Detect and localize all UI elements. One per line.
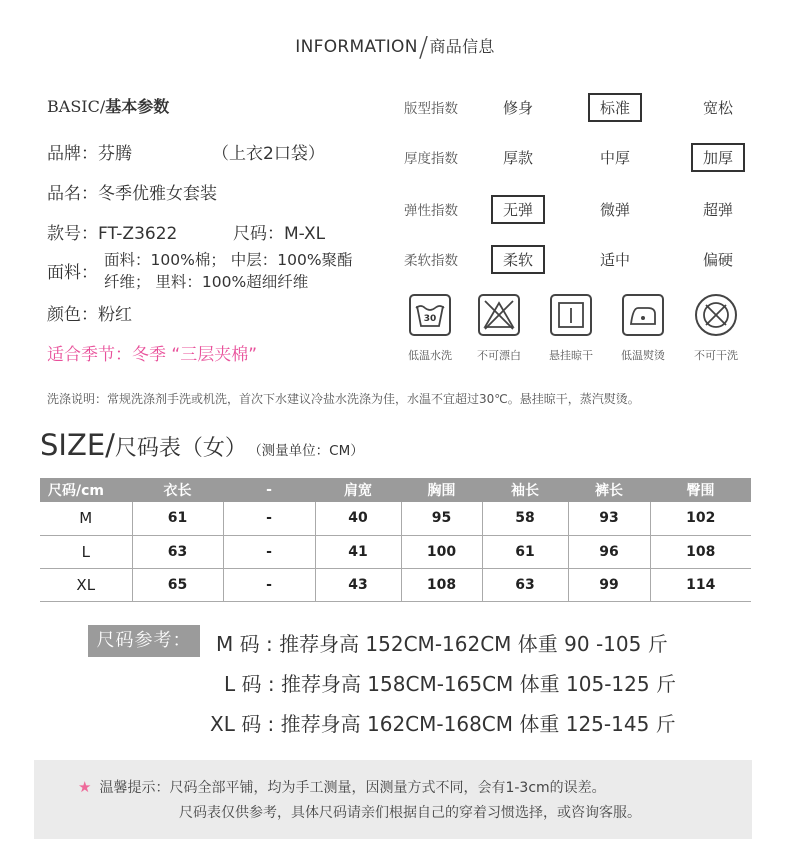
tips-line-1-text: 温馨提示：尺码全部平铺，均为手工测量，因测量方式不同，会有1-3cm的误差。 <box>99 780 606 796</box>
care-label: 不可干洗 <box>694 349 738 362</box>
color-row: 颜色：粉红 <box>47 305 132 325</box>
size-value-cell: 114 <box>650 568 751 601</box>
tips-line-2: 尺码表仅供参考，具体尺码请亲们根据自己的穿着习惯选择，或咨询客服。 <box>179 805 641 821</box>
basic-title-cn: 基本参数 <box>105 97 170 116</box>
size-range: 尺码：M-XL <box>233 224 326 244</box>
index-option: 超弹 <box>702 201 733 219</box>
care-label: 悬挂晾干 <box>549 349 593 362</box>
size-header-cell: 尺码/cm <box>40 478 132 502</box>
size-value-cell: 108 <box>650 535 751 568</box>
index-label: 柔软指数 <box>404 253 458 269</box>
table-row <box>40 502 751 535</box>
size-value-cell: 99 <box>568 568 650 601</box>
size-value-cell: 95 <box>401 502 482 535</box>
section-header <box>0 30 790 63</box>
brand-row <box>47 139 325 164</box>
no-bleach-icon <box>478 294 520 336</box>
index-option-selected: 标准 <box>588 93 642 122</box>
wash-temp: 30 <box>423 314 437 324</box>
no-dry-clean-icon <box>695 294 737 336</box>
size-value-cell: 96 <box>568 535 650 568</box>
care-label: 低温熨烫 <box>621 349 665 362</box>
index-option: 适中 <box>599 251 630 269</box>
index-option-selected: 柔软 <box>491 245 545 274</box>
size-ref-line: L 码 : 推荐身高 158CM-165CM 体重 105-125 斤 <box>224 672 676 696</box>
index-option-selected: 加厚 <box>691 143 745 172</box>
size-label-cell: L <box>40 535 132 568</box>
size-value-cell: 41 <box>315 535 401 568</box>
size-title-en: SIZE/ <box>40 428 115 462</box>
care-label: 不可漂白 <box>477 349 521 362</box>
index-option: 修身 <box>502 99 533 117</box>
size-value-cell: 63 <box>482 568 568 601</box>
size-value-cell: 102 <box>650 502 751 535</box>
index-label: 弹性指数 <box>404 203 458 219</box>
size-value-cell: 40 <box>315 502 401 535</box>
index-option: 宽松 <box>702 99 733 117</box>
size-value-cell: 43 <box>315 568 401 601</box>
size-header-cell: - <box>223 478 315 502</box>
size-header-cell: 臀围 <box>650 478 751 502</box>
size-value-cell: 61 <box>482 535 568 568</box>
low-temp-iron-icon <box>622 294 664 336</box>
brand-text: 品牌：芬腾 <box>47 144 132 164</box>
header-slash: / <box>418 30 429 63</box>
size-label-cell: XL <box>40 568 132 601</box>
size-value-cell: 61 <box>132 502 223 535</box>
table-row <box>40 535 751 568</box>
size-value-cell: 58 <box>482 502 568 535</box>
basic-title-en: BASIC/ <box>47 97 106 116</box>
style-number: 款号：FT-Z3622 <box>47 224 178 244</box>
index-option: 中厚 <box>599 149 630 167</box>
size-value-cell: - <box>223 502 315 535</box>
hang-dry-icon <box>550 294 592 336</box>
size-label-cell: M <box>40 502 132 535</box>
size-header-cell: 胸围 <box>401 478 482 502</box>
index-label: 版型指数 <box>404 101 458 117</box>
size-title-cn: 尺码表（女） <box>114 436 247 461</box>
header-cn: 商品信息 <box>429 37 495 56</box>
size-table-header <box>40 478 751 502</box>
brand-note: （上衣2口袋） <box>212 144 325 164</box>
size-ref-tag: 尺码参考： <box>88 625 200 657</box>
size-value-cell: - <box>223 535 315 568</box>
table-row <box>40 568 751 601</box>
fabric-line-1: 面料：100%棉； 中层：100%聚酯 <box>104 251 353 269</box>
index-label: 厚度指数 <box>404 151 458 167</box>
size-header-cell: 袖长 <box>482 478 568 502</box>
size-value-cell: 63 <box>132 535 223 568</box>
wash-note: 洗涤说明：常规洗涤剂手洗或机洗，首次下水建议冷盐水洗涤为佳，水温不宜超过30℃。悬挂晾干，蒸汽熨烫。 <box>47 392 640 406</box>
index-option: 厚款 <box>502 149 533 167</box>
size-ref-line: XL 码 : 推荐身高 162CM-168CM 体重 125-145 斤 <box>210 712 676 736</box>
size-ref-line: M 码 : 推荐身高 152CM-162CM 体重 90 -105 斤 <box>216 632 668 656</box>
basic-title <box>47 94 169 117</box>
style-row <box>47 219 326 244</box>
tips-box <box>34 760 752 839</box>
size-value-cell: 93 <box>568 502 650 535</box>
size-value-cell: 65 <box>132 568 223 601</box>
fabric-label: 面料： <box>47 263 98 283</box>
size-header-cell: 肩宽 <box>315 478 401 502</box>
size-table <box>40 478 751 602</box>
low-temp-wash-icon <box>409 294 451 336</box>
size-value-cell: 100 <box>401 535 482 568</box>
size-value-cell: 108 <box>401 568 482 601</box>
fabric-line-2: 纤维； 里料：100%超细纤维 <box>104 273 309 291</box>
size-value-cell: - <box>223 568 315 601</box>
header-en: INFORMATION <box>295 37 418 57</box>
index-option-selected: 无弹 <box>491 195 545 224</box>
tips-line-1 <box>78 777 606 797</box>
index-option: 微弹 <box>599 201 630 219</box>
size-title <box>40 428 364 462</box>
index-option: 偏硬 <box>702 251 733 269</box>
size-title-unit: （测量单位：CM） <box>254 443 364 459</box>
star-icon: ★ <box>78 778 92 796</box>
care-label: 低温水洗 <box>408 349 452 362</box>
size-header-cell: 裤长 <box>568 478 650 502</box>
season-row: 适合季节：冬季 “三层夹棉” <box>47 345 258 365</box>
product-name: 品名：冬季优雅女套装 <box>47 184 217 204</box>
size-header-cell: 衣长 <box>132 478 223 502</box>
